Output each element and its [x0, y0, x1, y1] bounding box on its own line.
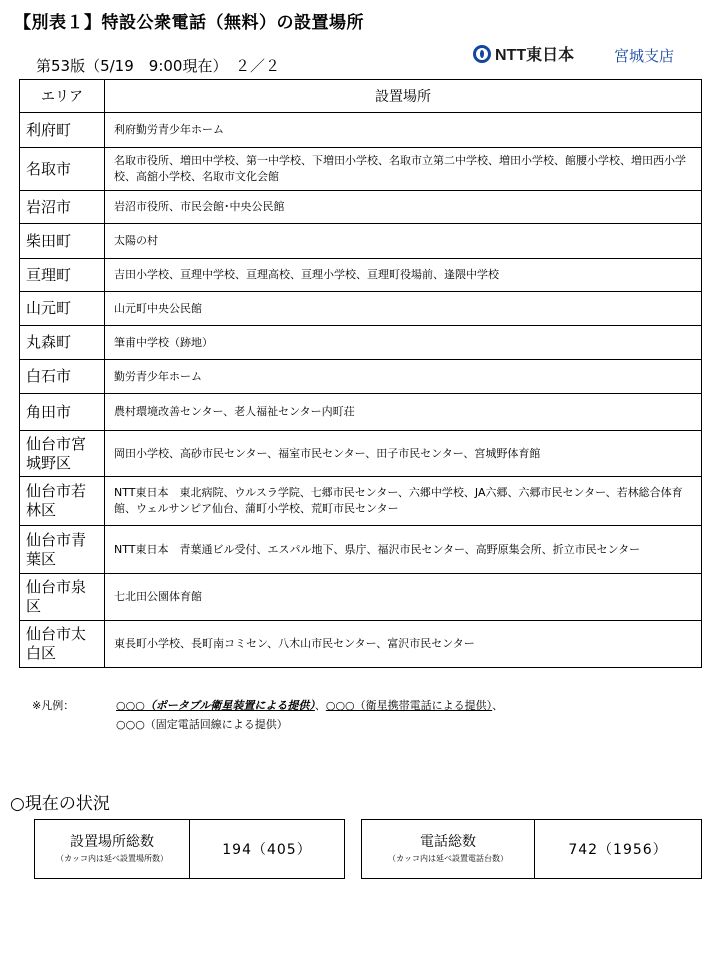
area-cell: 丸森町: [20, 326, 105, 360]
table-row: [20, 431, 702, 477]
area-cell: 仙台市宮城野区: [20, 431, 105, 477]
location-cell: 山元町中央公民館: [105, 292, 702, 326]
location-cell: 岡田小学校、高砂市民センター、福室市民センター、田子市民センター、宮城野体育館: [105, 431, 702, 477]
header-location: 設置場所: [105, 80, 702, 113]
status-heading: ○現在の状況: [10, 794, 110, 814]
location-cell: 勤労青少年ホーム: [105, 360, 702, 394]
area-cell: 岩沼市: [20, 191, 105, 224]
table-row: [20, 360, 702, 394]
area-cell: 名取市: [20, 148, 105, 191]
table-row: [20, 326, 702, 360]
edition-info: 第53版（5/19 9:00現在） ２／２: [36, 57, 280, 75]
area-cell: 仙台市青葉区: [20, 526, 105, 574]
area-cell: 仙台市太白区: [20, 621, 105, 668]
location-cell: 利府勤労青少年ホーム: [105, 113, 702, 148]
table-row: [20, 621, 702, 668]
branch-name: 宮城支店: [614, 49, 675, 65]
area-cell: 利府町: [20, 113, 105, 148]
total-sites-note: （カッコ内は延べ設置場所数）: [56, 854, 168, 863]
table-row: [20, 477, 702, 526]
total-sites-box: [34, 819, 345, 879]
location-cell: 吉田小学校、亘理中学校、亘理高校、亘理小学校、亘理町役場前、逢隈中学校: [105, 259, 702, 292]
area-cell: 仙台市泉区: [20, 574, 105, 621]
table-row: [20, 292, 702, 326]
area-cell: 柴田町: [20, 224, 105, 259]
area-cell: 亘理町: [20, 259, 105, 292]
total-sites-label: 設置場所総数: [70, 834, 154, 850]
table-row: [20, 224, 702, 259]
legend-label: ※凡例：: [32, 699, 75, 712]
legend-fixed: ○○○（固定電話回線による提供）: [116, 718, 288, 731]
legend-portable: ○○○（ポータブル衛星装置による提供）: [116, 699, 315, 712]
ntt-logo-icon: [473, 45, 491, 63]
total-phones-label-cell: [362, 820, 535, 878]
table-row: [20, 148, 702, 191]
header-area: エリア: [20, 80, 105, 113]
document-title: 【別表１】特設公衆電話（無料）の設置場所: [14, 13, 364, 33]
location-cell: NTT東日本 東北病院、ウルスラ学院、七郷市民センター、六郷中学校、JA六郷、六郷市民センター、若林総合体育館、ウェルサンピア仙台、蒲町小学校、荒町市民センター: [105, 477, 702, 526]
table-row: [20, 113, 702, 148]
area-cell: 角田市: [20, 394, 105, 431]
table-row: [20, 191, 702, 224]
area-cell: 山元町: [20, 292, 105, 326]
area-cell: 仙台市若林区: [20, 477, 105, 526]
total-sites-value: 194（405）: [222, 842, 312, 858]
table-row: [20, 259, 702, 292]
location-cell: 太陽の村: [105, 224, 702, 259]
total-phones-value: 742（1956）: [568, 842, 668, 858]
legend-separator: 、: [492, 699, 504, 712]
legend-satellite: ○○○（衛星携帯電話による提供）: [325, 699, 493, 712]
location-cell: 岩沼市役所、市民会館･中央公民館: [105, 191, 702, 224]
area-cell: 白石市: [20, 360, 105, 394]
ntt-logo: [473, 42, 574, 65]
location-cell: 名取市役所、増田中学校、第一中学校、下増田小学校、名取市立第二中学校、増田小学校、館腰小学校、増田西小学校、高舘小学校、名取市文化会館: [105, 148, 702, 191]
location-cell: 東長町小学校、長町南コミセン、八木山市民センター、富沢市民センター: [105, 621, 702, 668]
location-cell: 七北田公園体育館: [105, 574, 702, 621]
total-phones-box: [361, 819, 702, 879]
table-header-row: [20, 80, 702, 113]
location-cell: 筆甫中学校（跡地）: [105, 326, 702, 360]
locations-table: [19, 79, 702, 668]
ntt-logo-text: NTT東日本: [495, 47, 575, 64]
location-cell: NTT東日本 青葉通ビル受付、エスパル地下、県庁、福沢市民センター、高野原集会所、折立市民センター: [105, 526, 702, 574]
total-phones-label: 電話総数: [420, 834, 476, 850]
total-sites-label-cell: [35, 820, 190, 878]
location-cell: 農村環境改善センター、老人福祉センター内町荘: [105, 394, 702, 431]
legend-separator: 、: [314, 699, 326, 712]
total-phones-note: （カッコ内は延べ設置電話台数）: [388, 854, 508, 863]
table-row: [20, 526, 702, 574]
table-row: [20, 574, 702, 621]
table-row: [20, 394, 702, 431]
legend-line-1: [116, 697, 503, 713]
